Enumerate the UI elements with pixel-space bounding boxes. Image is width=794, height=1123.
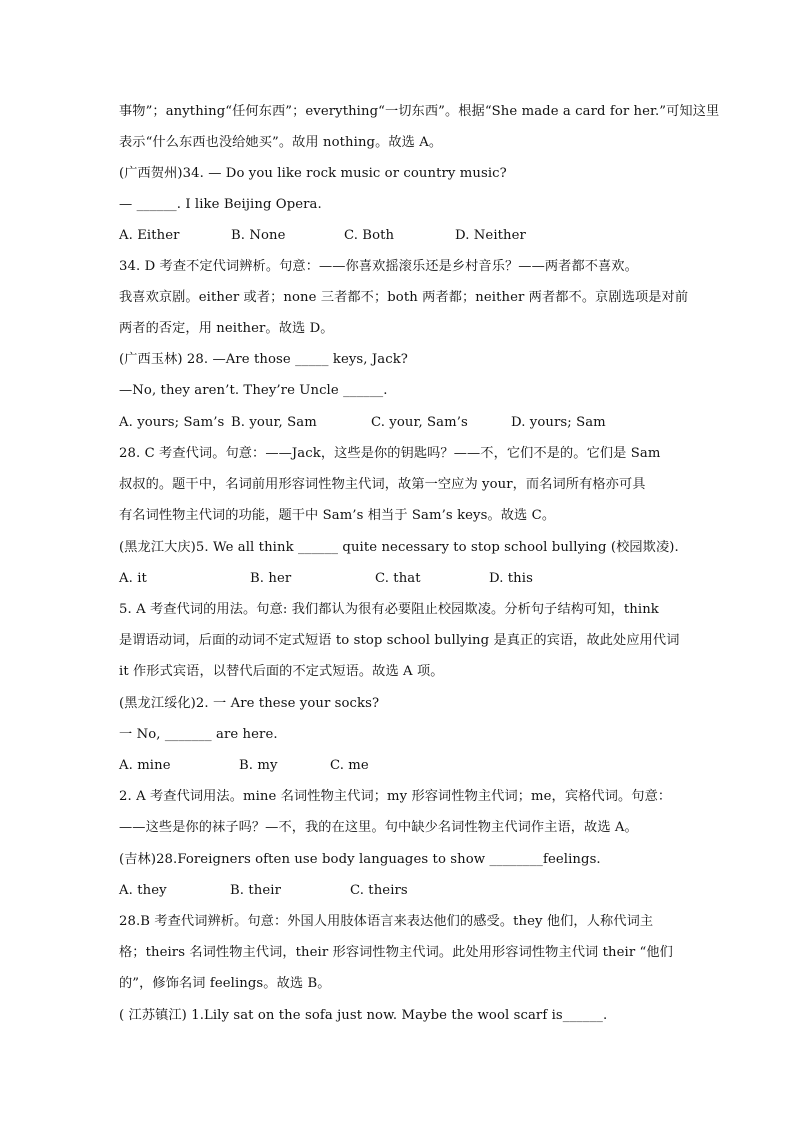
answer-2: 2. A 考查代词用法。mine 名词性物主代词；my 形容词性物主代词；me，宾格代词。句意： xyxy=(119,789,672,804)
text-line: 两者的否定，用 neither。故选 D。 xyxy=(119,321,334,336)
option-c: C. your, Sam’s xyxy=(371,415,468,430)
option-b: B. her xyxy=(250,571,292,586)
text-line: 有名词性物主代词的功能，题干中 Sam’s 相当于 Sam’s keys。故选 C。 xyxy=(119,508,556,523)
text-line: 格；theirs 名词性物主代词，their 形容词性物主代词。此处用形容词性物主代词 their “他们 xyxy=(119,945,673,960)
options-28b xyxy=(119,881,679,901)
answer-28: 28. C 考查代词。句意：——Jack，这些是你的钥匙吗？——不，它们不是的。它们是 Sam xyxy=(119,446,661,461)
option-a: A. mine xyxy=(119,758,171,773)
question-34: (广西贺州)34. — Do you like rock music or country music? xyxy=(119,166,507,181)
text-line: —No, they aren’t. They’re Uncle ______. xyxy=(119,383,388,398)
text-line: 一 No, _______ are here. xyxy=(119,727,278,742)
option-a: A. it xyxy=(119,571,147,586)
option-d: D. Neither xyxy=(455,228,526,243)
option-c: C. that xyxy=(375,571,421,586)
option-b: B. your, Sam xyxy=(231,415,317,430)
option-a: A. they xyxy=(119,883,167,898)
option-d: D. yours; Sam xyxy=(511,415,606,430)
question-28: (广西玉林) 28. —Are those _____ keys, Jack? xyxy=(119,352,408,367)
option-b: B. their xyxy=(230,883,281,898)
text-line: 的”，修饰名词 feelings。故选 B。 xyxy=(119,976,331,991)
option-c: C. Both xyxy=(344,228,395,243)
option-b: B. None xyxy=(231,228,286,243)
text-line: 我喜欢京剧。either 或者；none 三者都不；both 两者都；neither 两者都不。京剧选项是对前 xyxy=(119,290,689,305)
question-1: ( 江苏镇江) 1.Lily sat on the sofa just now. Maybe the wool scarf is______. xyxy=(119,1008,608,1023)
option-b: B. my xyxy=(239,758,278,773)
options-5 xyxy=(119,569,679,589)
text-line: 叔叔的。题干中，名词前用形容词性物主代词，故第一空应为 your，而名词所有格亦可具 xyxy=(119,477,646,492)
options-28 xyxy=(119,413,679,433)
text-line: ——这些是你的袜子吗？—不，我的在这里。句中缺少名词性物主代词作主语，故选 A。 xyxy=(119,820,638,835)
answer-5: 5. A 考查代词的用法。句意: 我们都认为很有必要阻止校园欺凌。分析句子结构可知，think xyxy=(119,602,659,617)
answer-28b: 28.B 考查代词辨析。句意：外国人用肢体语言来表达他们的感受。they 他们，人称代词主 xyxy=(119,914,654,929)
text-line: 表示“什么东西也没给她买”。故用 nothing。故选 A。 xyxy=(119,135,443,150)
options-2 xyxy=(119,756,679,776)
question-28b: (吉林)28.Foreigners often use body languages to show ________feelings. xyxy=(119,852,601,867)
question-5: (黑龙江大庆)5. We all think ______ quite necessary to stop school bullying (校园欺凌). xyxy=(119,540,679,555)
option-a: A. yours; Sam’s xyxy=(119,415,225,430)
text-line: 是谓语动词，后面的动词不定式短语 to stop school bullying 是真正的宾语，故此处应用代词 xyxy=(119,633,680,648)
text-line: 事物”；anything“任何东西”；everything“一切东西”。根据“She made a card for her.”可知这里 xyxy=(119,104,720,119)
options-34 xyxy=(119,226,679,246)
text-line: — ______. I like Beijing Opera. xyxy=(119,197,322,212)
answer-34: 34. D 考查不定代词辨析。句意：——你喜欢摇滚乐还是乡村音乐？——两者都不喜欢。 xyxy=(119,259,638,274)
option-d: D. this xyxy=(489,571,533,586)
option-a: A. Either xyxy=(119,228,180,243)
text-line: it 作形式宾语，以替代后面的不定式短语。故选 A 项。 xyxy=(119,664,444,679)
option-c: C. theirs xyxy=(350,883,408,898)
question-2: (黑龙江绥化)2. 一 Are these your socks? xyxy=(119,696,380,711)
option-c: C. me xyxy=(330,758,369,773)
